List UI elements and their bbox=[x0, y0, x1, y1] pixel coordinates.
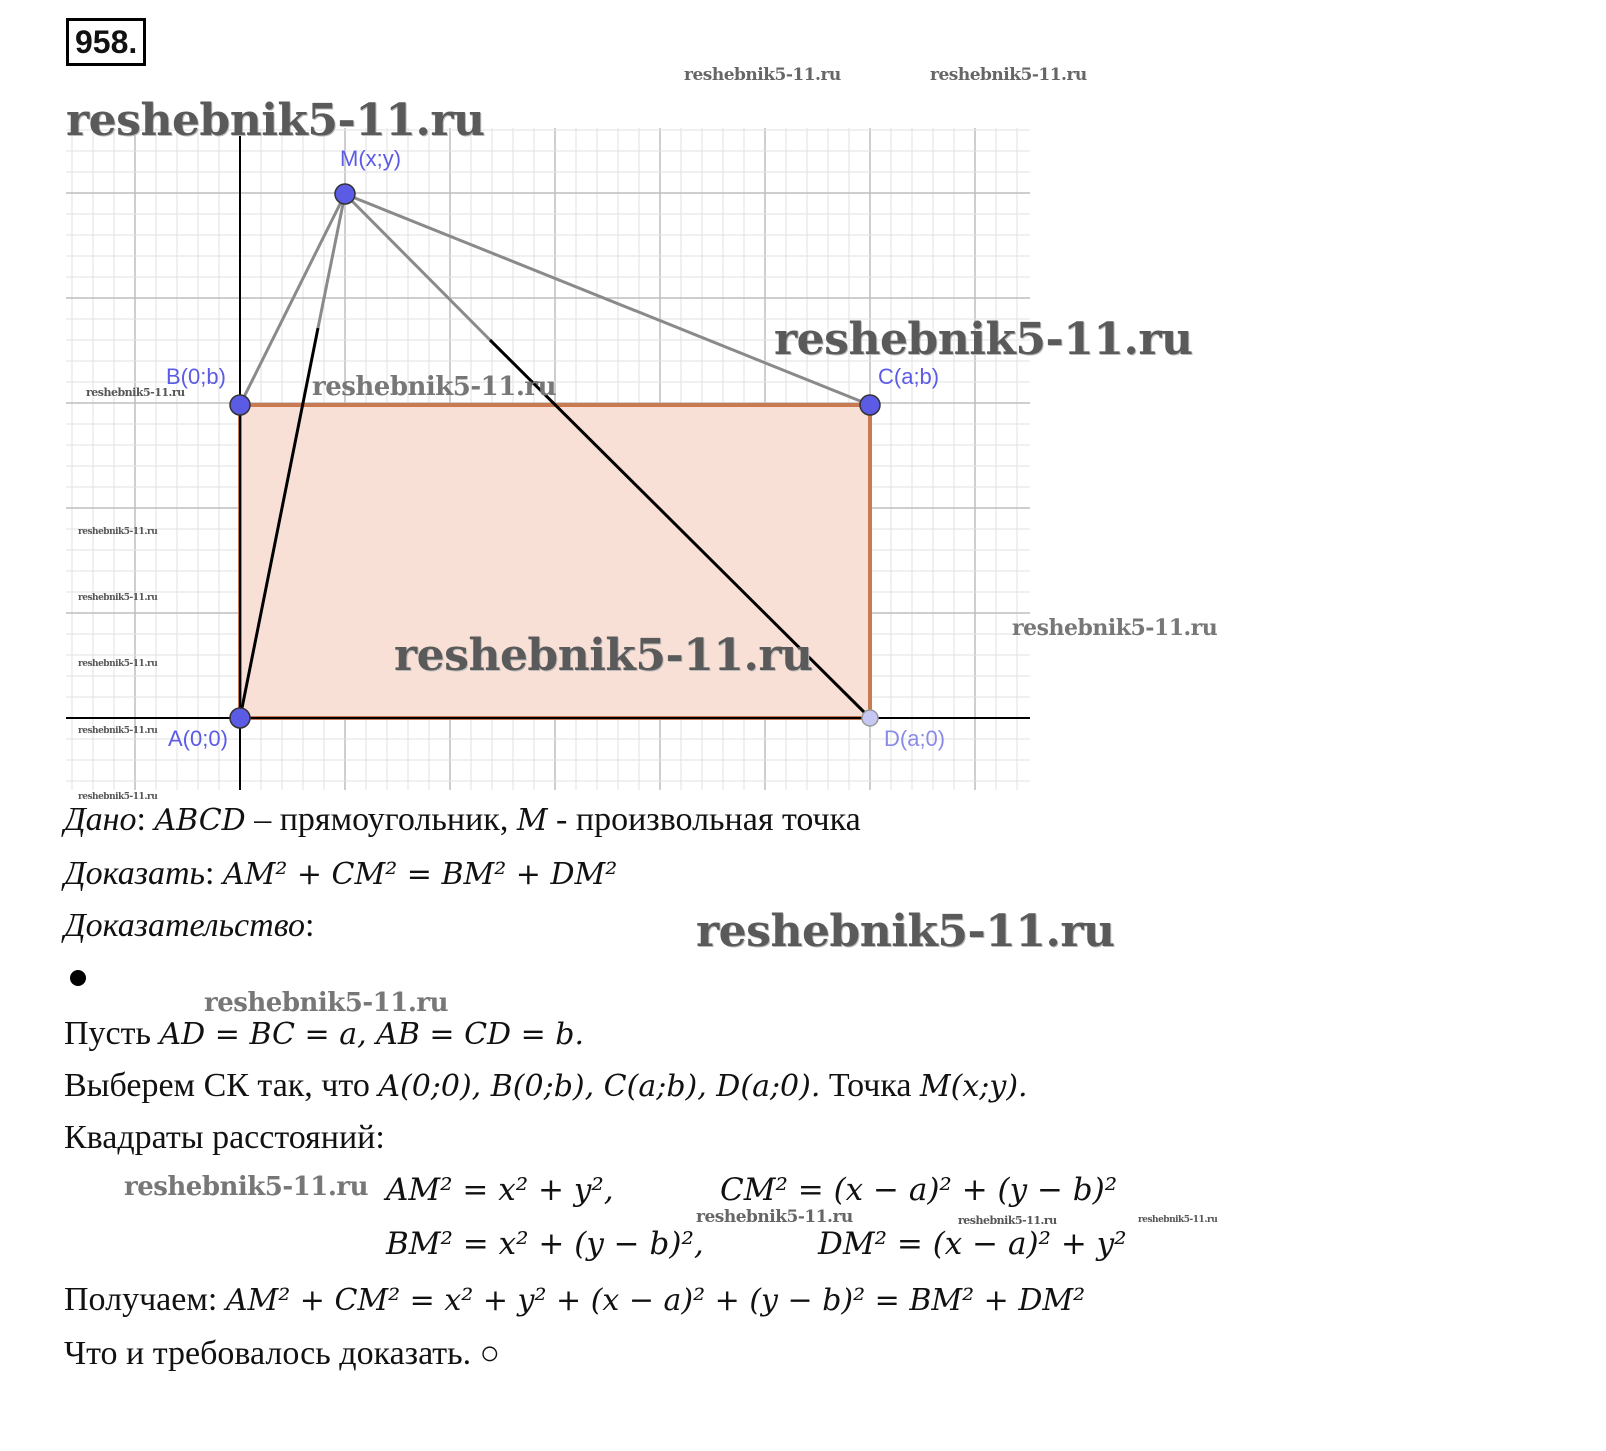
choose-formula: A(0;0), B(0;b), C(a;b), D(a;0). bbox=[378, 1069, 821, 1104]
choose-formula-2: M(x;y). bbox=[919, 1069, 1028, 1104]
problem-number: 958. bbox=[66, 18, 146, 66]
label-d: D(a;0) bbox=[884, 726, 946, 751]
watermark: reshebnik5-11.ru bbox=[204, 988, 449, 1018]
choose-line bbox=[64, 1066, 1028, 1107]
segment-md-upper bbox=[345, 194, 490, 340]
given-point: M bbox=[516, 803, 548, 838]
bullet bbox=[70, 970, 86, 986]
let-line bbox=[64, 1014, 584, 1055]
label-m: M(x;y) bbox=[340, 146, 402, 171]
given-tail: - произвольная точка bbox=[547, 801, 861, 838]
equation-bm: BM² = x² + (y − b)², bbox=[386, 1226, 704, 1262]
point-d bbox=[862, 710, 878, 726]
choose-text: Выберем СК так, что bbox=[64, 1067, 379, 1104]
qed-line: Что и требовалось доказать. ○ bbox=[64, 1335, 501, 1372]
watermark: reshebnik5-11.ru bbox=[684, 65, 841, 85]
prove-colon: : bbox=[204, 855, 223, 892]
let-text: Пусть bbox=[64, 1015, 160, 1052]
squares-line: Квадраты расстояний: bbox=[64, 1119, 385, 1156]
given-figure: ABCD bbox=[154, 803, 246, 838]
label-c: C(a;b) bbox=[878, 364, 940, 389]
result-line bbox=[64, 1280, 1085, 1321]
given-line bbox=[64, 800, 861, 841]
watermark: reshebnik5-11.ru bbox=[86, 386, 185, 399]
watermark: reshebnik5-11.ru bbox=[124, 1172, 369, 1202]
point-c bbox=[860, 395, 880, 415]
prove-line bbox=[64, 854, 617, 895]
prove-formula: AM² + CM² = BM² + DM² bbox=[222, 857, 618, 892]
equation-cm: CM² = (x − a)² + (y − b)² bbox=[720, 1172, 1118, 1208]
result-formula: AM² + CM² = x² + y² + (x − a)² + (y − b)² = BM² + DM² bbox=[225, 1283, 1086, 1318]
watermark: reshebnik5-11.ru bbox=[78, 726, 158, 736]
let-formula: AD = BC = a, AB = CD = b. bbox=[159, 1017, 585, 1052]
point-b bbox=[230, 395, 250, 415]
equation-dm: DM² = (x − a)² + y² bbox=[818, 1226, 1127, 1262]
given-colon: : bbox=[136, 801, 155, 838]
proof-label: Доказательство bbox=[64, 907, 306, 944]
point-m bbox=[335, 184, 355, 204]
watermark: reshebnik5-11.ru bbox=[930, 65, 1087, 85]
watermark: reshebnik5-11.ru bbox=[774, 314, 1193, 365]
given-body: – прямоугольник, bbox=[245, 801, 517, 838]
label-b: B(0;b) bbox=[166, 364, 226, 389]
label-a: A(0;0) bbox=[168, 726, 228, 751]
choose-text-2: Точка bbox=[820, 1067, 920, 1104]
watermark: reshebnik5-11.ru bbox=[696, 906, 1115, 957]
given-label: Дано bbox=[64, 801, 137, 838]
watermark: reshebnik5-11.ru bbox=[78, 659, 158, 669]
result-text: Получаем: bbox=[64, 1281, 226, 1318]
watermark: reshebnik5-11.ru bbox=[394, 630, 813, 681]
watermark: reshebnik5-11.ru bbox=[78, 527, 158, 537]
watermark: reshebnik5-11.ru bbox=[1138, 1215, 1218, 1225]
watermark: reshebnik5-11.ru bbox=[66, 95, 485, 146]
equation-am: AM² = x² + y², bbox=[386, 1172, 614, 1208]
watermark: reshebnik5-11.ru bbox=[1012, 615, 1218, 641]
prove-label: Доказать bbox=[64, 855, 205, 892]
watermark: reshebnik5-11.ru bbox=[78, 792, 158, 802]
proof-heading bbox=[64, 906, 314, 946]
watermark: reshebnik5-11.ru bbox=[78, 593, 158, 603]
point-a bbox=[230, 708, 250, 728]
proof-colon: : bbox=[305, 907, 315, 944]
watermark: reshebnik5-11.ru bbox=[958, 1214, 1057, 1227]
watermark: reshebnik5-11.ru bbox=[312, 372, 557, 402]
watermark: reshebnik5-11.ru bbox=[696, 1207, 853, 1227]
